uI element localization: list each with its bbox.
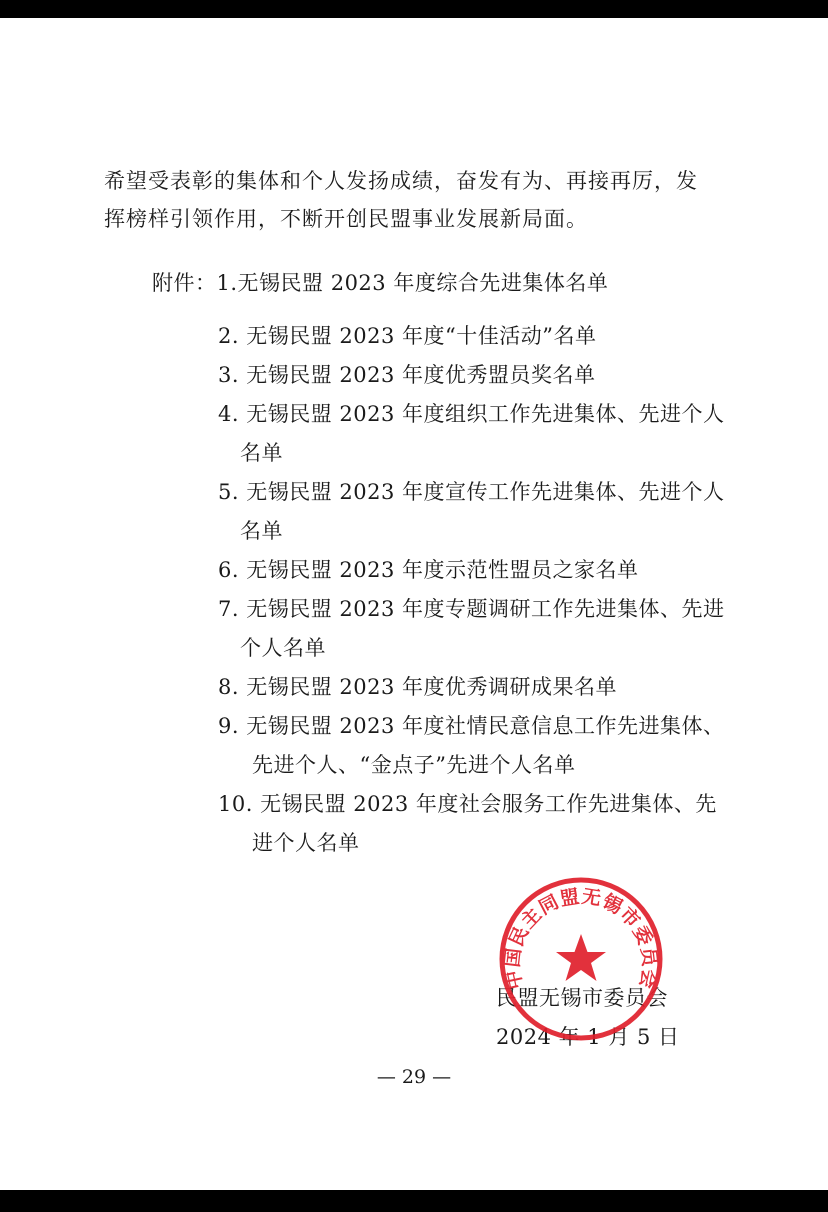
attachment-item-4-cont: 名单 (240, 441, 283, 465)
closing-paragraph (104, 162, 724, 238)
seal-star-icon (556, 934, 606, 981)
attachment-item-9-cont: 先进个人、“金点子”先进个人名单 (252, 753, 576, 777)
attachment-item-7: 7. 无锡民盟 2023 年度专题调研工作先进集体、先进 (218, 597, 725, 621)
attachments-heading (152, 264, 608, 302)
attachment-item-5-cont: 名单 (240, 519, 283, 543)
attachment-item-6: 6. 无锡民盟 2023 年度示范性盟员之家名单 (218, 558, 639, 582)
attachment-item-4: 4. 无锡民盟 2023 年度组织工作先进集体、先进个人 (218, 402, 725, 426)
top-black-bar (0, 0, 828, 18)
bottom-black-bar (0, 1190, 828, 1212)
seal-text: 中国民主同盟无锡市委员会 (501, 885, 661, 992)
page-number: — 29 — (376, 1066, 452, 1088)
attachment-item-8: 8. 无锡民盟 2023 年度优秀调研成果名单 (218, 675, 618, 699)
attachment-item-10-cont: 进个人名单 (252, 831, 360, 855)
signature-date: 2024 年 1 月 5 日 (496, 1025, 680, 1049)
paragraph-line-1: 希望受表彰的集体和个人发扬成绩，奋发有为、再接再厉，发 (104, 169, 698, 193)
official-seal-icon (498, 876, 664, 1042)
attachment-item-7-cont: 个人名单 (240, 636, 326, 660)
attachment-item-9: 9. 无锡民盟 2023 年度社情民意信息工作先进集体、 (218, 714, 725, 738)
attachments-label: 附件： (152, 271, 217, 295)
signature-org: 民盟无锡市委员会 (496, 986, 668, 1010)
attachment-item-1: 1.无锡民盟 2023 年度综合先进集体名单 (216, 271, 609, 295)
paragraph-line-2: 挥榜样引领作用，不断开创民盟事业发展新局面。 (104, 207, 588, 231)
attachment-item-5: 5. 无锡民盟 2023 年度宣传工作先进集体、先进个人 (218, 480, 725, 504)
attachment-item-10: 10. 无锡民盟 2023 年度社会服务工作先进集体、先 (218, 792, 717, 816)
attachment-item-3: 3. 无锡民盟 2023 年度优秀盟员奖名单 (218, 363, 596, 387)
attachment-item-2: 2. 无锡民盟 2023 年度“十佳活动”名单 (218, 324, 597, 348)
